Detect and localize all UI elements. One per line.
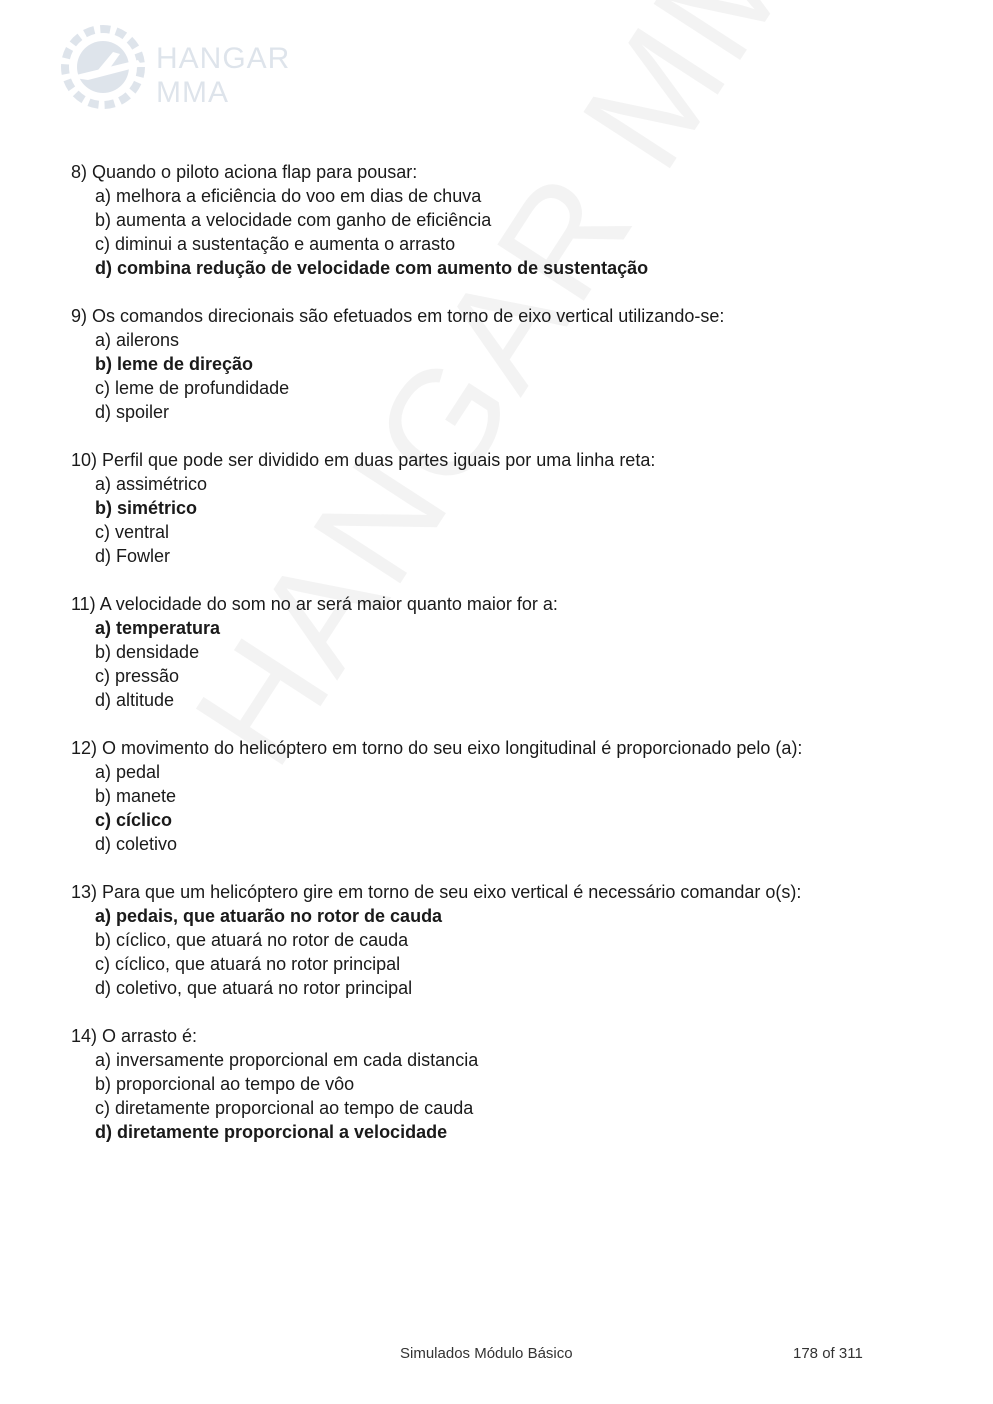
answer-option-correct: c) cíclico — [95, 810, 173, 830]
answer-option: d) Fowler — [95, 546, 171, 566]
question-block — [71, 448, 871, 568]
answer-option: d) coletivo — [95, 834, 178, 854]
answer-option: a) melhora a eficiência do voo em dias de chuva — [95, 186, 482, 206]
answer-options — [71, 1048, 871, 1144]
answer-option: c) leme de profundidade — [95, 378, 290, 398]
hangar-mma-logo — [58, 22, 298, 112]
answer-option: a) ailerons — [95, 330, 180, 350]
question-block — [71, 160, 871, 280]
answer-options — [71, 472, 871, 568]
question-text: 9) Os comandos direcionais são efetuados em torno de eixo vertical utilizando-se: — [71, 306, 725, 326]
answer-option: b) proporcional ao tempo de vôo — [95, 1074, 355, 1094]
answer-options — [71, 616, 871, 712]
answer-option: a) pedal — [95, 762, 161, 782]
question-list — [71, 160, 871, 1168]
footer-title: Simulados Módulo Básico — [400, 1345, 573, 1362]
answer-option: a) inversamente proporcional em cada distancia — [95, 1050, 479, 1070]
answer-option: b) cíclico, que atuará no rotor de cauda — [95, 930, 409, 950]
answer-option-correct: a) pedais, que atuarão no rotor de cauda — [95, 906, 443, 926]
answer-options — [71, 328, 871, 424]
answer-option-correct: d) combina redução de velocidade com aumento de sustentação — [95, 258, 649, 278]
question-block — [71, 880, 871, 1000]
question-block — [71, 592, 871, 712]
question-block — [71, 1024, 871, 1144]
answer-option-correct: a) temperatura — [95, 618, 221, 638]
question-text: 12) O movimento do helicóptero em torno do seu eixo longitudinal é proporcionado pelo (a): — [71, 738, 803, 758]
logo-text: HANGAR MMA — [156, 42, 291, 109]
answer-option: c) diretamente proporcional ao tempo de cauda — [95, 1098, 474, 1118]
gear-airplane-icon — [58, 22, 158, 112]
answer-options — [71, 904, 871, 1000]
question-text: 11) A velocidade do som no ar será maior quanto maior for a: — [71, 594, 558, 614]
answer-option: d) spoiler — [95, 402, 170, 422]
answer-option: d) coletivo, que atuará no rotor principal — [95, 978, 413, 998]
answer-option: b) densidade — [95, 642, 200, 662]
answer-option: c) cíclico, que atuará no rotor principal — [95, 954, 401, 974]
page-number: 178 of 311 — [793, 1345, 863, 1362]
answer-option: c) diminui a sustentação e aumenta o arrasto — [95, 234, 456, 254]
answer-option-correct: d) diretamente proporcional a velocidade — [95, 1122, 448, 1142]
answer-options — [71, 184, 871, 280]
question-text: 8) Quando o piloto aciona flap para pousar: — [71, 162, 418, 182]
question-text: 13) Para que um helicóptero gire em torno de seu eixo vertical é necessário comandar o(s): — [71, 882, 802, 902]
question-block — [71, 304, 871, 424]
answer-option: a) assimétrico — [95, 474, 208, 494]
answer-option-correct: b) leme de direção — [95, 354, 254, 374]
answer-option: d) altitude — [95, 690, 175, 710]
answer-option: c) pressão — [95, 666, 180, 686]
answer-options — [71, 760, 871, 856]
answer-option: b) aumenta a velocidade com ganho de eficiência — [95, 210, 492, 230]
question-block — [71, 736, 871, 856]
question-text: 14) O arrasto é: — [71, 1026, 198, 1046]
answer-option-correct: b) simétrico — [95, 498, 198, 518]
question-text: 10) Perfil que pode ser dividido em duas partes iguais por uma linha reta: — [71, 450, 656, 470]
answer-option: b) manete — [95, 786, 177, 806]
answer-option: c) ventral — [95, 522, 170, 542]
